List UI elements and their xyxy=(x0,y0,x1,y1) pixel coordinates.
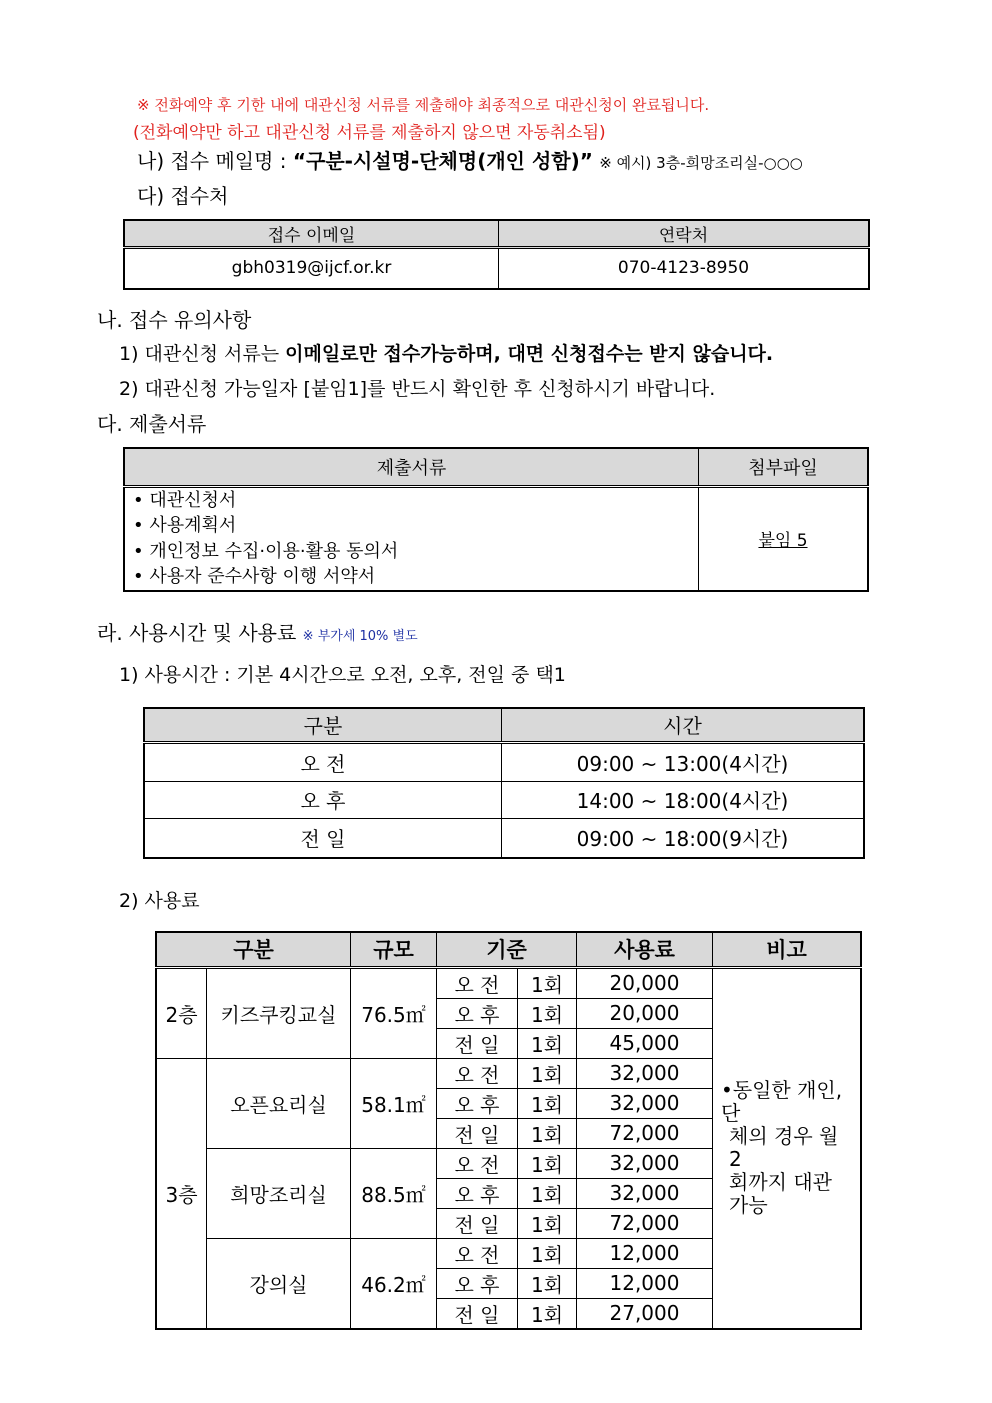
mail-prefix: 나) 접수 메일명 : xyxy=(137,149,293,173)
header-fee: 사용료 xyxy=(577,932,713,967)
doc-item: • 대관신청서 xyxy=(133,489,237,511)
count-cell: 1회 xyxy=(518,1148,577,1178)
fee-cell: 20,000 xyxy=(577,967,713,998)
fee-cell: 27,000 xyxy=(577,1298,713,1329)
section-na-title: 나. 접수 유의사항 xyxy=(97,308,252,332)
header-phone: 연락처 xyxy=(499,220,870,248)
reservation-note-line2: (전화예약만 하고 대관신청 서류를 제출하지 않으면 자동취소됨) xyxy=(133,123,606,143)
fee-title: 2) 사용료 xyxy=(119,890,200,912)
remarks-line: •동일한 개인, 단 xyxy=(721,1078,843,1125)
period-cell: 오 후 xyxy=(437,1088,518,1118)
hours-title: 1) 사용시간 : 기본 4시간으로 오전, 오후, 전일 중 택1 xyxy=(119,664,566,686)
header-documents: 제출서류 xyxy=(124,448,699,486)
fee-cell: 12,000 xyxy=(577,1268,713,1298)
contact-table xyxy=(123,219,870,290)
hours-label: 전 일 xyxy=(144,818,502,858)
floor-cell: 3층 xyxy=(156,1058,207,1329)
fee-table xyxy=(155,931,862,1330)
notice-item-2: 2) 대관신청 가능일자 [붙임1]를 반드시 확인한 후 신청하시기 바랍니다. xyxy=(119,378,716,400)
period-cell: 오 후 xyxy=(437,1268,518,1298)
vat-note: ※ 부가세 10% 별도 xyxy=(302,629,418,644)
count-cell: 1회 xyxy=(518,1298,577,1329)
count-cell: 1회 xyxy=(518,1268,577,1298)
header-category: 구분 xyxy=(156,932,351,967)
contact-email[interactable]: gbh0319@ijcf.or.kr xyxy=(124,248,499,289)
room-name: 오픈요리실 xyxy=(207,1058,351,1148)
count-cell: 1회 xyxy=(518,1058,577,1088)
hours-label: 오 후 xyxy=(144,781,502,818)
header-attachment: 첨부파일 xyxy=(699,448,869,486)
fee-cell: 32,000 xyxy=(577,1148,713,1178)
room-name: 희망조리실 xyxy=(207,1148,351,1238)
header-remarks: 비고 xyxy=(713,932,862,967)
period-cell: 전 일 xyxy=(437,1208,518,1238)
count-cell: 1회 xyxy=(518,1178,577,1208)
period-cell: 전 일 xyxy=(437,1118,518,1148)
hours-time: 09:00 ~ 18:00(9시간) xyxy=(502,818,865,858)
count-cell: 1회 xyxy=(518,998,577,1028)
section-da-title: 다. 제출서류 xyxy=(97,412,207,436)
period-cell: 오 전 xyxy=(437,1238,518,1268)
documents-table xyxy=(123,447,869,592)
count-cell: 1회 xyxy=(518,1238,577,1268)
hours-label: 오 전 xyxy=(144,742,502,781)
mail-format: “구분-시설명-단체명(개인 성함)” xyxy=(292,149,593,173)
hours-time: 14:00 ~ 18:00(4시간) xyxy=(502,781,865,818)
period-cell: 전 일 xyxy=(437,1028,518,1058)
notice-item-1-prefix: 1) 대관신청 서류는 xyxy=(119,343,286,365)
fee-cell: 12,000 xyxy=(577,1238,713,1268)
remarks-cell xyxy=(713,967,862,1329)
fee-cell: 32,000 xyxy=(577,1058,713,1088)
period-cell: 오 전 xyxy=(437,967,518,998)
fee-cell: 32,000 xyxy=(577,1178,713,1208)
notice-item-1 xyxy=(119,339,773,366)
header-basis: 기준 xyxy=(437,932,577,967)
room-name: 키즈쿠킹교실 xyxy=(207,967,351,1058)
fee-cell: 72,000 xyxy=(577,1118,713,1148)
doc-item: • 개인정보 수집·이용·활용 동의서 xyxy=(133,540,399,562)
period-cell: 오 전 xyxy=(437,1058,518,1088)
period-cell: 오 후 xyxy=(437,998,518,1028)
period-cell: 오 전 xyxy=(437,1148,518,1178)
room-size: 88.5㎡ xyxy=(351,1148,437,1238)
header-email: 접수 이메일 xyxy=(124,220,499,248)
header-time: 시간 xyxy=(502,708,865,742)
count-cell: 1회 xyxy=(518,967,577,998)
mail-subject-line xyxy=(137,145,803,174)
count-cell: 1회 xyxy=(518,1118,577,1148)
count-cell: 1회 xyxy=(518,1088,577,1118)
room-size: 46.2㎡ xyxy=(351,1238,437,1329)
fee-cell: 45,000 xyxy=(577,1028,713,1058)
room-name: 강의실 xyxy=(207,1238,351,1329)
hours-table xyxy=(143,707,865,859)
period-cell: 오 후 xyxy=(437,1178,518,1208)
contact-heading: 다) 접수처 xyxy=(137,184,229,208)
reservation-note-line1: ※ 전화예약 후 기한 내에 대관신청 서류를 제출해야 최종적으로 대관신청이 완료됩니다. xyxy=(137,96,710,114)
room-size: 76.5㎡ xyxy=(351,967,437,1058)
contact-phone: 070-4123-8950 xyxy=(499,248,870,289)
fee-cell: 32,000 xyxy=(577,1088,713,1118)
header-size: 규모 xyxy=(351,932,437,967)
hours-time: 09:00 ~ 13:00(4시간) xyxy=(502,742,865,781)
doc-item: • 사용자 준수사항 이행 서약서 xyxy=(133,566,376,587)
period-cell: 전 일 xyxy=(437,1298,518,1329)
documents-list xyxy=(124,486,699,591)
doc-item: • 사용계획서 xyxy=(133,515,237,536)
remarks-line: 회까지 대관 가능 xyxy=(729,1170,832,1217)
fee-cell: 20,000 xyxy=(577,998,713,1028)
floor-cell: 2층 xyxy=(156,967,207,1058)
room-size: 58.1㎡ xyxy=(351,1058,437,1148)
notice-item-1-bold: 이메일로만 접수가능하며, 대면 신청접수는 받지 않습니다. xyxy=(285,343,774,365)
remarks-line: 체의 경우 월 2 xyxy=(729,1124,839,1171)
fee-cell: 72,000 xyxy=(577,1208,713,1238)
attachment-ref: 붙임 5 xyxy=(758,531,808,551)
header-category: 구분 xyxy=(144,708,502,742)
section-ra-title: 라. 사용시간 및 사용료 xyxy=(97,621,303,645)
count-cell: 1회 xyxy=(518,1028,577,1058)
section-ra-title-line xyxy=(97,617,418,646)
mail-example: ※ 예시) 3층-희망조리실-○○○ xyxy=(599,154,803,172)
count-cell: 1회 xyxy=(518,1208,577,1238)
